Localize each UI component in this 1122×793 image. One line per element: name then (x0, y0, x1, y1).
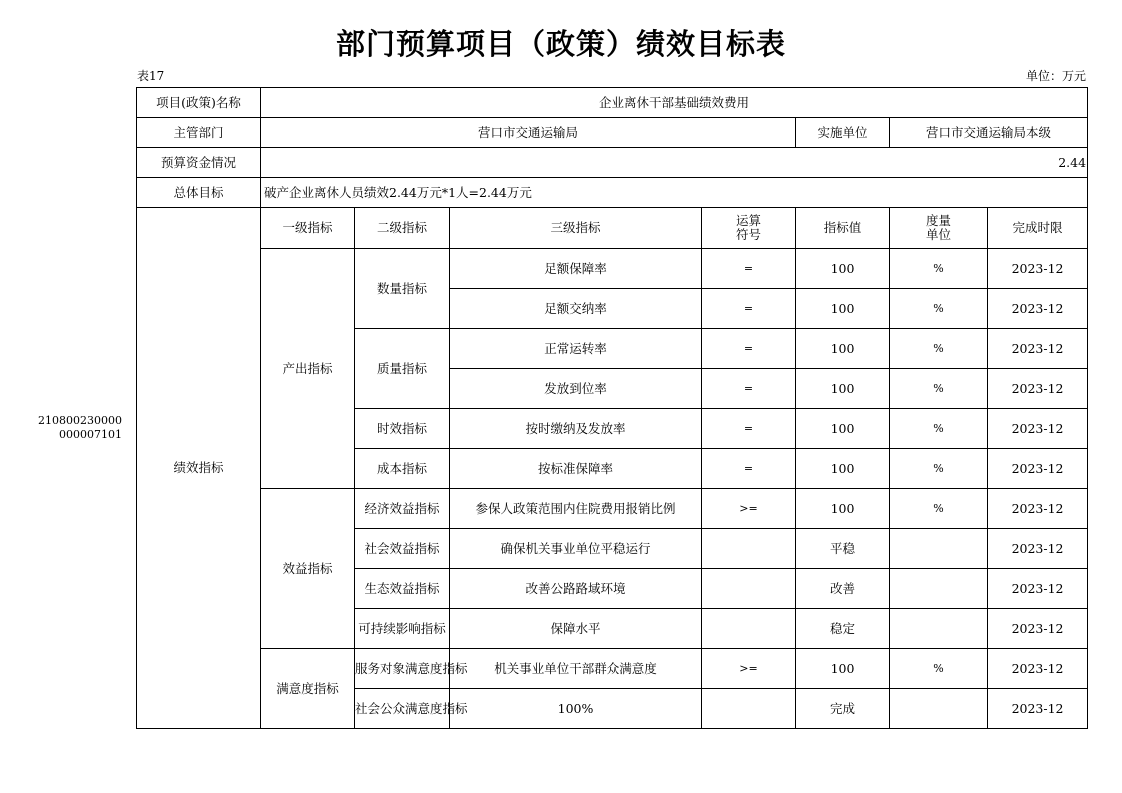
budget-row (137, 148, 1088, 178)
department-row (137, 118, 1088, 148)
deadline-cell: 2023-12 (988, 529, 1088, 569)
unit-cell (890, 529, 988, 569)
value-cell: 完成 (796, 689, 890, 729)
deadline-cell: 2023-12 (988, 649, 1088, 689)
table-row (137, 489, 1088, 529)
level3-cell: 足额交纳率 (450, 289, 702, 329)
subgroup-service-obj: 服务对象满意度指标 (355, 649, 450, 689)
deadline-cell: 2023-12 (988, 369, 1088, 409)
deadline-cell: 2023-12 (988, 409, 1088, 449)
unit-cell: % (890, 329, 988, 369)
goal-value: 破产企业离休人员绩效2.44万元*1人=2.44万元 (261, 178, 1088, 208)
level3-cell: 发放到位率 (450, 369, 702, 409)
side-code-line: 000007101 (59, 428, 122, 441)
level3-cell: 机关事业单位干部群众满意度 (450, 649, 702, 689)
operator-cell: = (702, 329, 796, 369)
value-cell: 改善 (796, 569, 890, 609)
impl-value: 营口市交通运输局本级 (890, 118, 1088, 148)
side-code (30, 414, 122, 442)
unit-cell (890, 689, 988, 729)
level3-cell: 保障水平 (450, 609, 702, 649)
level3-cell: 参保人政策范围内住院费用报销比例 (450, 489, 702, 529)
dept-value: 营口市交通运输局 (261, 118, 796, 148)
value-cell: 100 (796, 249, 890, 289)
subgroup-cost: 成本指标 (355, 449, 450, 489)
budget-value: 2.44 (261, 148, 1088, 178)
unit-cell (890, 609, 988, 649)
deadline-cell: 2023-12 (988, 489, 1088, 529)
column-header: 度量单位 (890, 208, 988, 249)
subgroup-quality: 质量指标 (355, 329, 450, 409)
indicator-label: 绩效指标 (137, 208, 261, 729)
performance-table (136, 87, 1088, 729)
column-header: 一级指标 (261, 208, 355, 249)
project-name-value: 企业离休干部基础绩效费用 (261, 88, 1088, 118)
subgroup-economic: 经济效益指标 (355, 489, 450, 529)
unit-cell (890, 569, 988, 609)
operator-cell: = (702, 289, 796, 329)
subgroup-time: 时效指标 (355, 409, 450, 449)
dept-label: 主管部门 (137, 118, 261, 148)
level3-cell: 100% (450, 689, 702, 729)
unit-cell: % (890, 449, 988, 489)
column-header-row (137, 208, 1088, 249)
level3-cell: 按时缴纳及发放率 (450, 409, 702, 449)
deadline-cell: 2023-12 (988, 609, 1088, 649)
subgroup-quantity: 数量指标 (355, 249, 450, 329)
unit-cell: % (890, 369, 988, 409)
level3-cell: 足额保障率 (450, 249, 702, 289)
operator-cell (702, 689, 796, 729)
value-cell: 100 (796, 369, 890, 409)
deadline-cell: 2023-12 (988, 449, 1088, 489)
deadline-cell: 2023-12 (988, 329, 1088, 369)
column-header: 二级指标 (355, 208, 450, 249)
unit-cell: % (890, 249, 988, 289)
level3-cell: 确保机关事业单位平稳运行 (450, 529, 702, 569)
column-header: 运算符号 (702, 208, 796, 249)
page-title: 部门预算项目（政策）绩效目标表 (335, 27, 786, 61)
subgroup-ecological: 生态效益指标 (355, 569, 450, 609)
group-output: 产出指标 (261, 249, 355, 489)
impl-label: 实施单位 (796, 118, 890, 148)
unit-cell: % (890, 489, 988, 529)
operator-cell (702, 609, 796, 649)
subgroup-public: 社会公众满意度指标 (355, 689, 450, 729)
value-cell: 100 (796, 329, 890, 369)
operator-cell: = (702, 249, 796, 289)
project-name-row (137, 88, 1088, 118)
goal-label: 总体目标 (137, 178, 261, 208)
value-cell: 100 (796, 449, 890, 489)
operator-cell: = (702, 449, 796, 489)
level3-cell: 改善公路路域环境 (450, 569, 702, 609)
unit-label: 单位：万元 (1025, 69, 1086, 83)
value-cell: 稳定 (796, 609, 890, 649)
deadline-cell: 2023-12 (988, 249, 1088, 289)
value-cell: 100 (796, 489, 890, 529)
unit-cell: % (890, 409, 988, 449)
unit-cell: % (890, 289, 988, 329)
operator-cell (702, 569, 796, 609)
value-cell: 100 (796, 289, 890, 329)
table-number: 表17 (137, 69, 165, 83)
project-name-label: 项目(政策)名称 (137, 88, 261, 118)
subgroup-sustainable: 可持续影响指标 (355, 609, 450, 649)
column-header: 指标值 (796, 208, 890, 249)
operator-cell (702, 529, 796, 569)
level3-cell: 正常运转率 (450, 329, 702, 369)
subgroup-social: 社会效益指标 (355, 529, 450, 569)
column-header: 三级指标 (450, 208, 702, 249)
value-cell: 平稳 (796, 529, 890, 569)
operator-cell: = (702, 409, 796, 449)
level3-cell: 按标准保障率 (450, 449, 702, 489)
operator-cell: >= (702, 649, 796, 689)
goal-row (137, 178, 1088, 208)
operator-cell: = (702, 369, 796, 409)
deadline-cell: 2023-12 (988, 569, 1088, 609)
unit-cell: % (890, 649, 988, 689)
value-cell: 100 (796, 409, 890, 449)
group-benefit: 效益指标 (261, 489, 355, 649)
deadline-cell: 2023-12 (988, 289, 1088, 329)
side-code-line: 210800230000 (38, 414, 122, 427)
group-satisfaction: 满意度指标 (261, 649, 355, 729)
table-row (137, 249, 1088, 289)
budget-label: 预算资金情况 (137, 148, 261, 178)
table-row (137, 649, 1088, 689)
deadline-cell: 2023-12 (988, 689, 1088, 729)
operator-cell: >= (702, 489, 796, 529)
column-header: 完成时限 (988, 208, 1088, 249)
value-cell: 100 (796, 649, 890, 689)
